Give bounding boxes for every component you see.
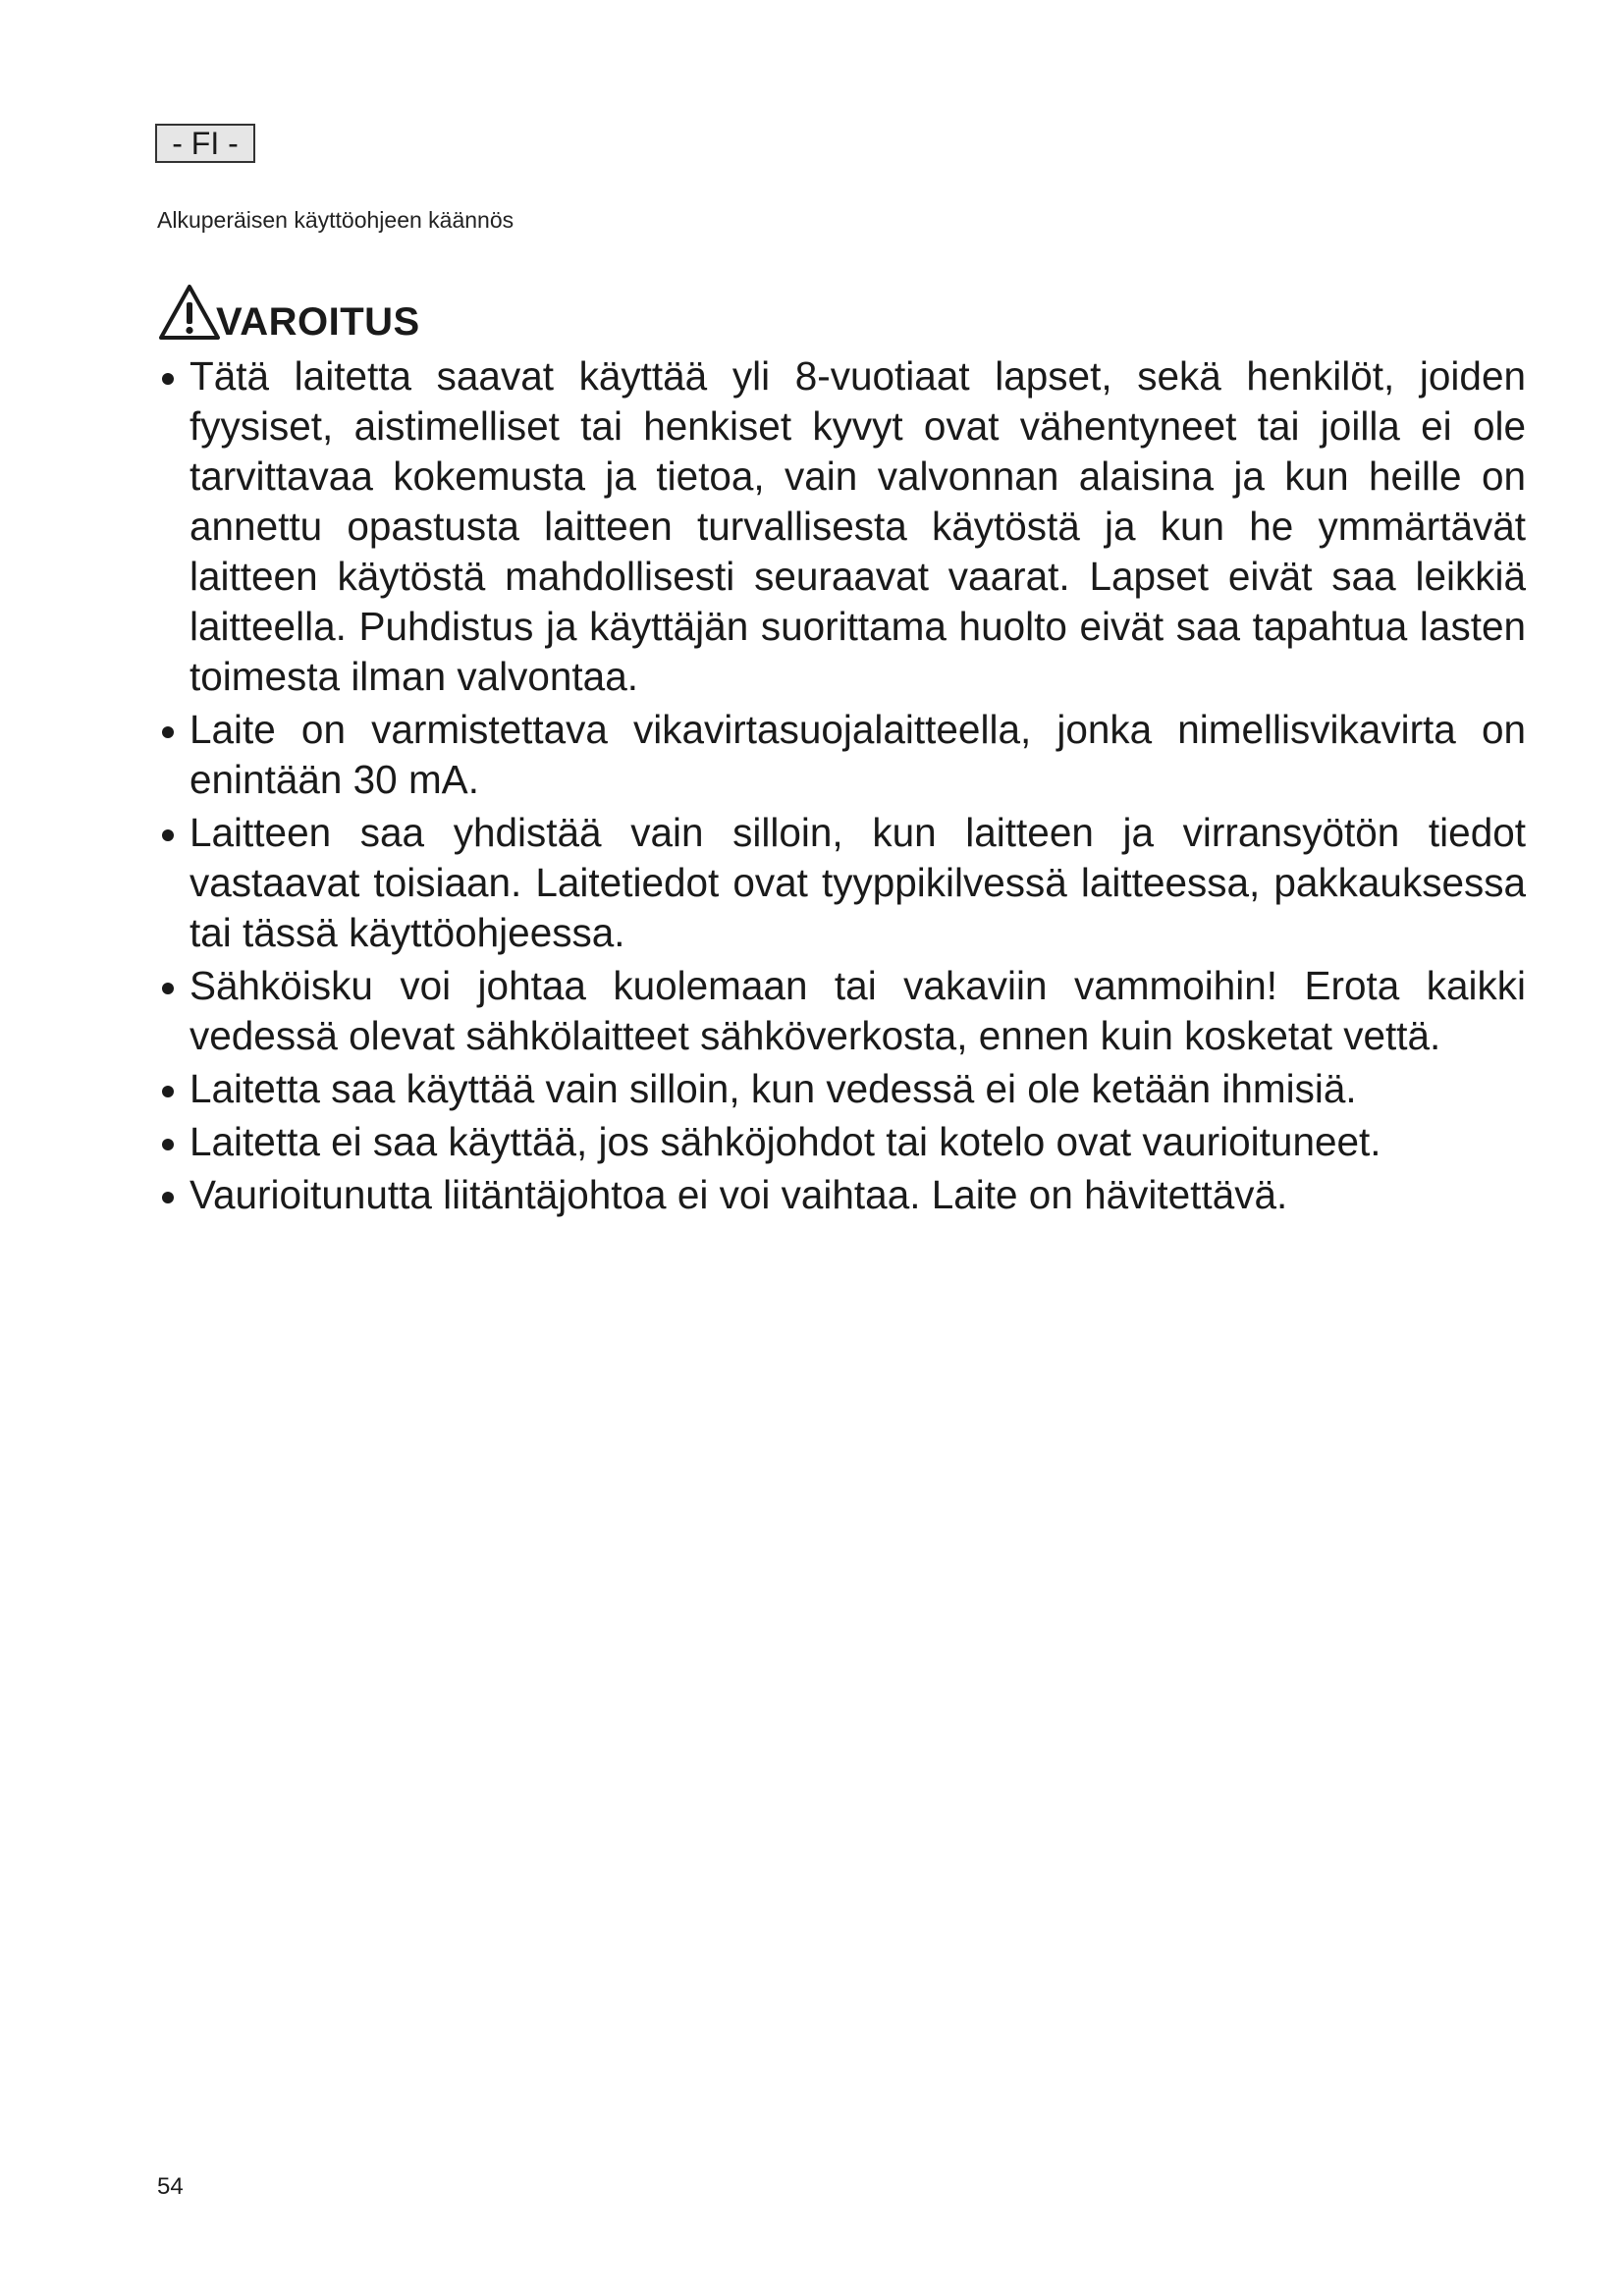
warning-title: VAROITUS	[216, 300, 420, 344]
warning-item: Laitetta saa käyttää vain silloin, kun vedessä ei ole ketään ihmisiä.	[157, 1064, 1526, 1114]
warning-item: Laitetta ei saa käyttää, jos sähköjohdot tai kotelo ovat vaurioituneet.	[157, 1117, 1526, 1167]
warning-list	[157, 351, 1526, 1223]
page-number: 54	[157, 2173, 184, 2200]
warning-heading	[157, 273, 420, 344]
warning-item: Sähköisku voi johtaa kuolemaan tai vakaviin vammoihin! Erota kaikki vedessä olevat sähkölaitteet sähköverkosta, ennen kuin kosketat vettä.	[157, 961, 1526, 1061]
warning-item: Tätä laitetta saavat käyttää yli 8-vuotiaat lapset, sekä henkilöt, joiden fyysiset, aistimelliset tai henkiset kyvyt ovat vähentyneet tai joilla ei ole tarvittavaa kokemusta ja tietoa, vain valvonnan alaisina ja kun heille on annettu opastusta laitteen turvallisesta käytöstä ja kun he ymmärtävät laitteen käytöstä mahdollisesti seuraavat vaarat. Lapset eivät saa leikkiä laitteella. Puhdistus ja käyttäjän suorittama huolto eivät saa tapahtua lasten toimesta ilman valvontaa.	[157, 351, 1526, 702]
warning-item: Vaurioitunutta liitäntäjohtoa ei voi vaihtaa. Laite on hävitettävä.	[157, 1170, 1526, 1220]
language-tag: - FI -	[155, 124, 255, 163]
warning-item: Laitteen saa yhdistää vain silloin, kun laitteen ja virransyötön tiedot vastaavat toisiaan. Laitetiedot ovat tyyppikilvessä laitteessa, pakkauksessa tai tässä käyttöohjeessa.	[157, 808, 1526, 958]
document-subtitle: Alkuperäisen käyttöohjeen käännös	[157, 207, 514, 233]
warning-triangle-icon	[157, 283, 222, 342]
warning-item: Laite on varmistettava vikavirtasuojalaitteella, jonka nimellisvikavirta on enintään 30 mA.	[157, 705, 1526, 805]
